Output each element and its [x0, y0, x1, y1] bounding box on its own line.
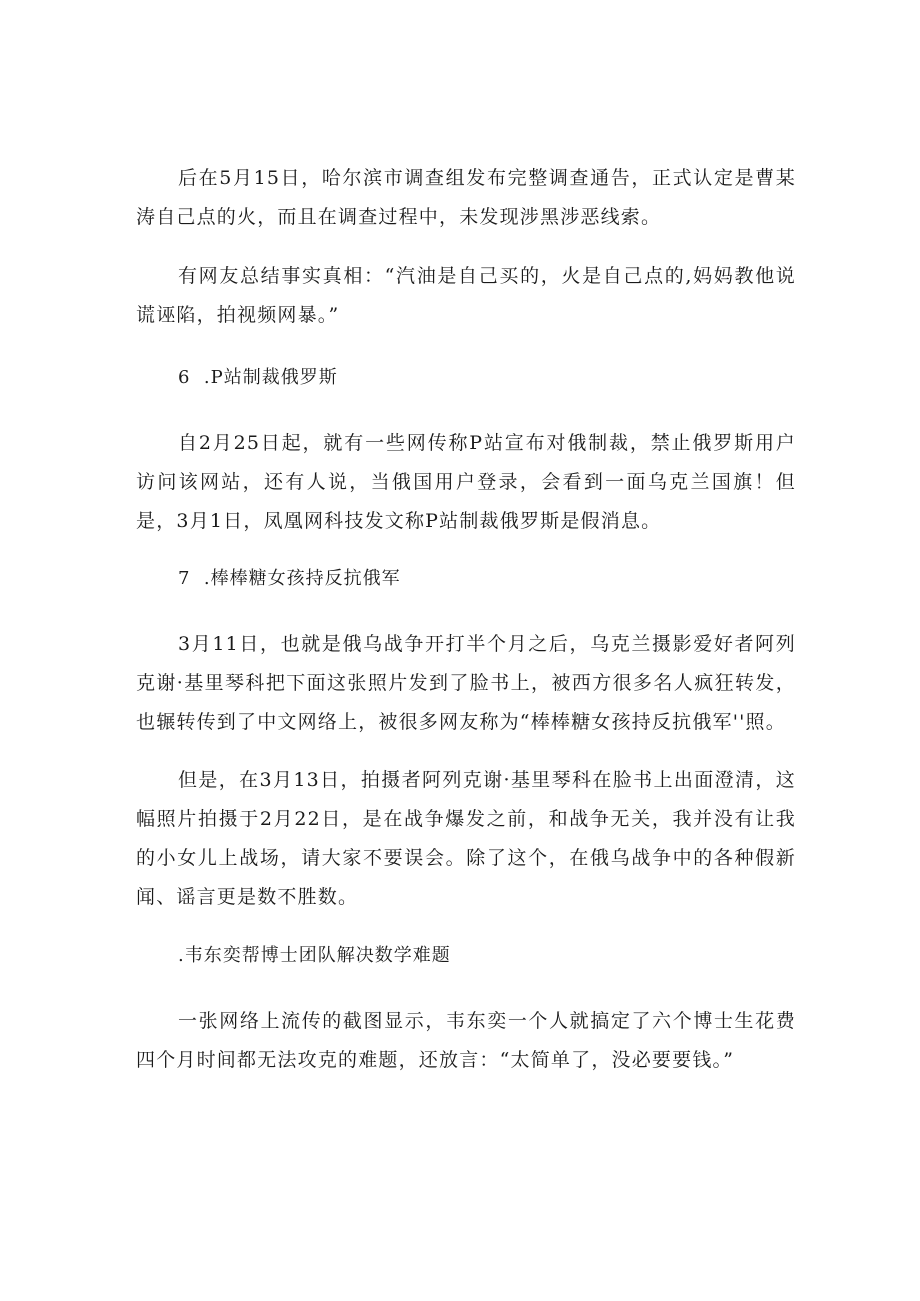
section-heading-7: 7 .棒棒糖女孩持反抗俄军 — [178, 568, 401, 589]
section-heading-wei-dongyi: .韦东奕帮博士团队解决数学难题 — [178, 945, 451, 966]
paragraph-harbin-investigation: 后在5月15日，哈尔滨市调查组发布完整调查通告，正式认定是曹某涛自己点的火，而且在调查过程中，未发现涉黑涉恶线索。 — [136, 167, 796, 228]
paragraph-netizen-summary: 有网友总结事实真相：“汽油是自己买的，火是自己点的,妈妈教他说谎诬陷，拍视频网暴。” — [136, 265, 796, 326]
section-heading-6: 6 .P站制裁俄罗斯 — [178, 367, 338, 388]
paragraph-lollipop-girl: 3月11日，也就是俄乌战争开打半个月之后，乌克兰摄影爱好者阿列克谢·基里琴科把下面这张照片发到了脸书上，被西方很多名人疯狂转发，也辗转传到了中文网络上，被很多网友称为“棒棒糖女孩持反抗俄军''照。 — [136, 633, 796, 733]
paragraph-p-site-sanctions: 自2月25日起，就有一些网传称P站宣布对俄制裁，禁止俄罗斯用户访问该网站，还有人说，当俄国用户登录，会看到一面乌克兰国旗！但是，3月1日，凤凰网科技发文称P站制裁俄罗斯是假消息。 — [136, 432, 796, 532]
paragraph-wei-dongyi-screenshot: 一张网络上流传的截图显示，韦东奕一个人就搞定了六个博士生花费四个月时间都无法攻克的难题，还放言：“太简单了，没必要要钱。” — [136, 1010, 796, 1071]
paragraph-photographer-clarification: 但是，在3月13日，拍摄者阿列克谢·基里琴科在脸书上出面澄清，这幅照片拍摄于2月22日，是在战争爆发之前，和战争无关，我并没有让我的小女儿上战场，请大家不要误会。除了这个，在俄乌战争中的各种假新闻、谣言更是数不胜数。 — [136, 769, 796, 908]
